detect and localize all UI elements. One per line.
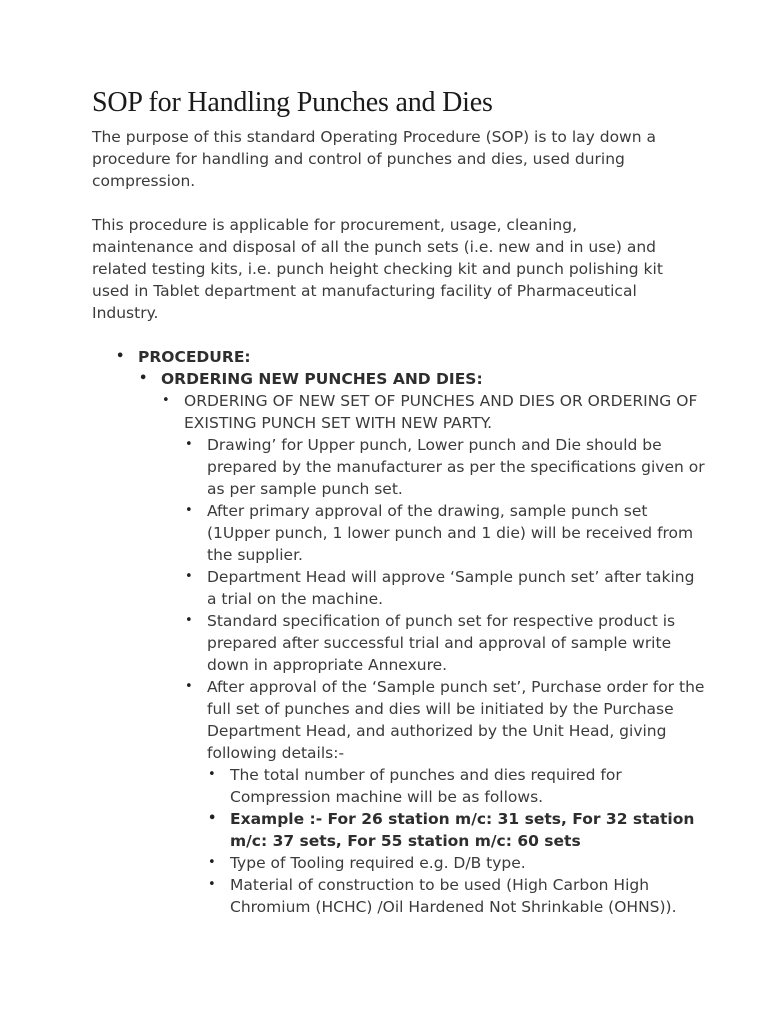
bullet-icon: • xyxy=(185,613,193,628)
detail-item xyxy=(208,874,708,918)
ordering-heading: ORDERING NEW PUNCHES AND DIES: xyxy=(161,370,483,388)
procedure-heading: PROCEDURE: xyxy=(138,348,251,366)
step-text: After approval of the ‘Sample punch set’, Purchase order for the full set of punches and dies will be initiated by the Purchase Department Head, and authorized by the Unit Head, giving following details:- xyxy=(207,678,705,762)
scope-paragraph: This procedure is applicable for procurement, usage, cleaning, maintenance and disposal of all the punch sets (i.e. new and in use) and related testing kits, i.e. punch height checking kit and punch polishing kit used in Tablet department at manufacturing facility of Pharmaceutical Industry. xyxy=(92,216,663,322)
ordering-sublist xyxy=(161,390,708,918)
bullet-icon: • xyxy=(185,503,193,518)
ordering-sub-item xyxy=(162,390,708,918)
bullet-icon: • xyxy=(185,569,193,584)
procedure-sublist xyxy=(138,368,708,918)
step-item xyxy=(185,676,708,918)
detail-item xyxy=(208,764,708,808)
detail-text: Material of construction to be used (High Carbon High Chromium (HCHC) /Oil Hardened Not Shrinkable (OHNS)). xyxy=(230,876,677,916)
bullet-icon: • xyxy=(208,767,216,782)
bullet-icon: • xyxy=(139,371,148,386)
detail-text: Example :- For 26 station m/c: 31 sets, For 32 station m/c: 37 sets, For 55 station m/c: 60 sets xyxy=(230,810,695,850)
detail-item xyxy=(208,852,708,874)
purpose-paragraph: The purpose of this standard Operating Procedure (SOP) is to lay down a procedure for handling and control of punches and dies, used during compression. xyxy=(92,128,656,190)
bullet-icon: • xyxy=(185,437,193,452)
details-list xyxy=(207,764,708,918)
bullet-icon: • xyxy=(208,855,216,870)
step-item xyxy=(185,434,708,500)
steps-list xyxy=(184,434,708,918)
ordering-sub-text: ORDERING OF NEW SET OF PUNCHES AND DIES OR ORDERING OF EXISTING PUNCH SET WITH NEW PARTY. xyxy=(184,392,698,432)
step-item xyxy=(185,500,708,566)
bullet-icon: • xyxy=(208,811,217,826)
bullet-icon: • xyxy=(162,393,170,408)
bullet-icon: • xyxy=(185,679,193,694)
bullet-icon: • xyxy=(116,349,125,364)
bullet-icon: • xyxy=(208,877,216,892)
detail-text: The total number of punches and dies required for Compression machine will be as follows. xyxy=(230,766,622,806)
procedure-item xyxy=(116,346,708,918)
document-title: SOP for Handling Punches and Dies xyxy=(92,87,493,118)
detail-text: Type of Tooling required e.g. D/B type. xyxy=(230,854,526,872)
detail-item-example xyxy=(208,808,708,852)
ordering-item xyxy=(139,368,708,918)
outline-list xyxy=(92,346,708,918)
step-text: Department Head will approve ‘Sample punch set’ after taking a trial on the machine. xyxy=(207,568,695,608)
step-text: Standard specification of punch set for respective product is prepared after successful trial and approval of sample write down in appropriate Annexure. xyxy=(207,612,676,674)
step-item xyxy=(185,566,708,610)
step-text: After primary approval of the drawing, sample punch set (1Upper punch, 1 lower punch and 1 die) will be received from the supplier. xyxy=(207,502,694,564)
step-text: Drawing’ for Upper punch, Lower punch and Die should be prepared by the manufacturer as per the specifications given or as per sample punch set. xyxy=(207,436,705,498)
step-item xyxy=(185,610,708,676)
